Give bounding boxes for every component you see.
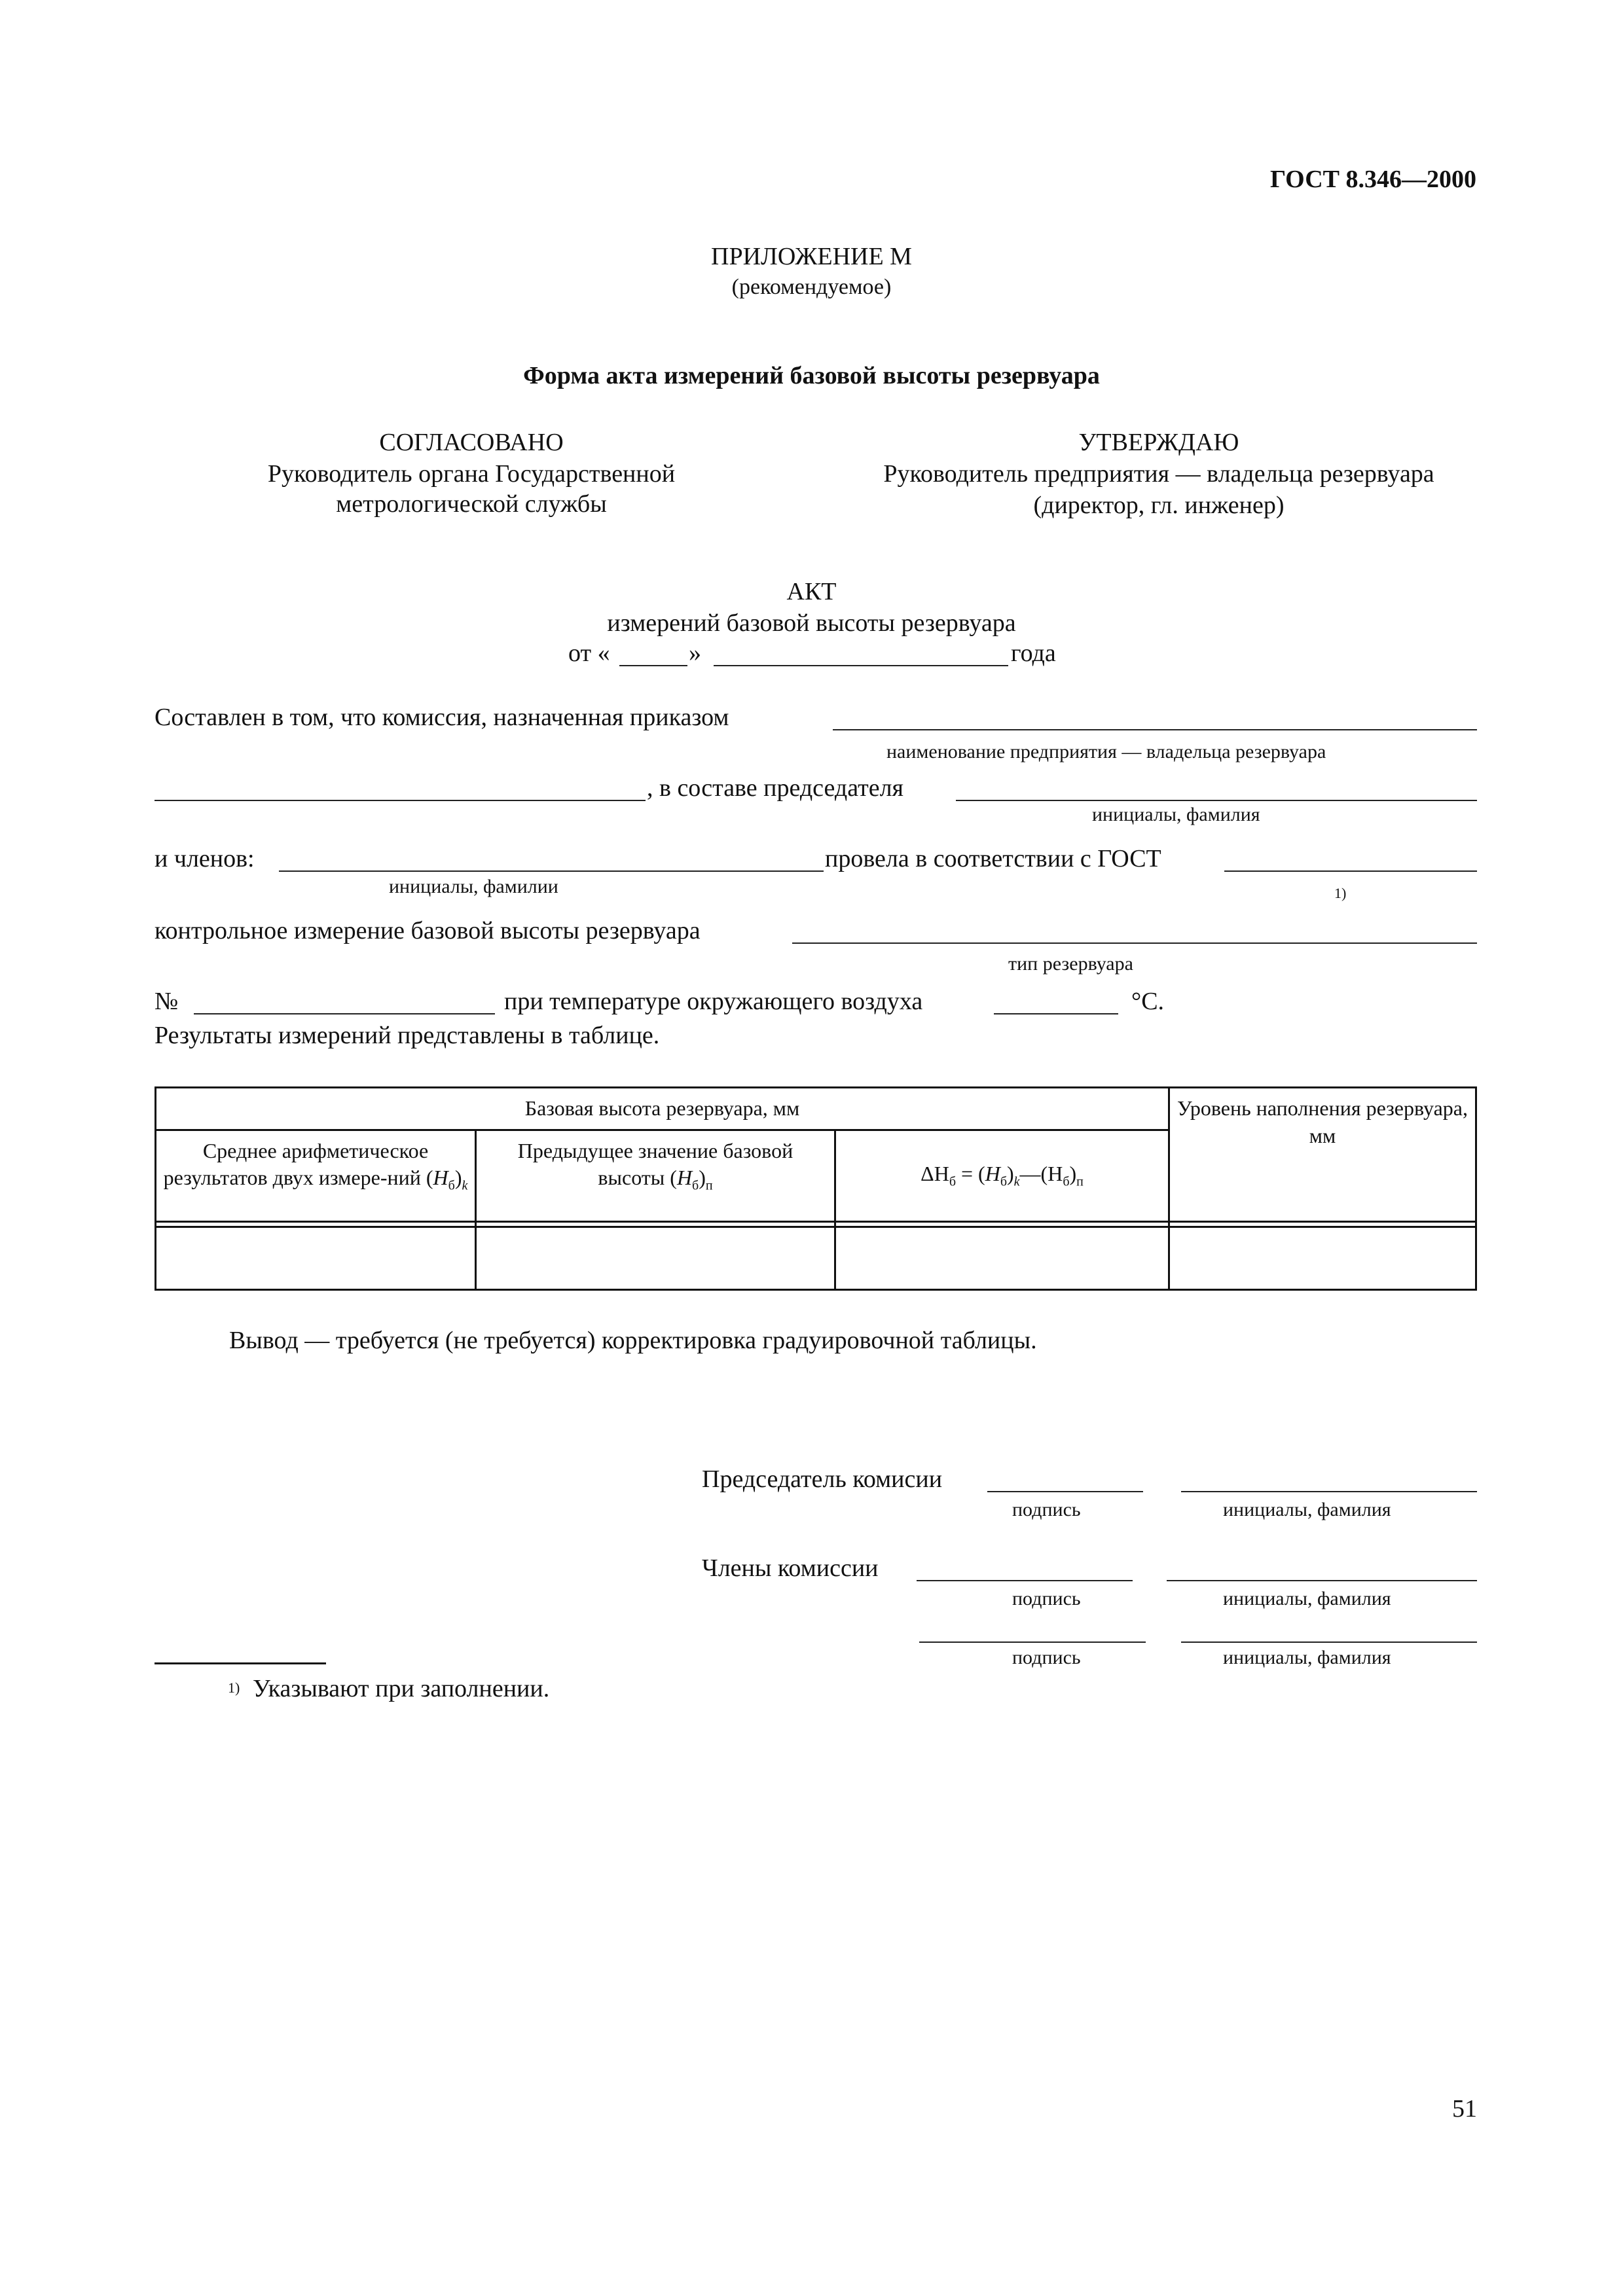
chair-name-line[interactable] <box>1181 1491 1477 1492</box>
approval-right-line1: Руководитель предприятия — владельца резервуара <box>883 460 1434 488</box>
table-col2-header: Предыдущее значение базовой высоты $(H_б)_п$ <box>476 1130 835 1221</box>
act-date-suffix: года <box>1011 639 1056 667</box>
approval-left-title: СОГЛАСОВАНО <box>379 429 564 456</box>
approval-left-line2: метрологической службы <box>336 490 607 518</box>
temperature-line[interactable] <box>994 1013 1118 1014</box>
table-col3-text: ΔH <box>921 1162 949 1186</box>
tank-type-line[interactable] <box>792 942 1477 944</box>
table-cell-level[interactable] <box>1169 1227 1476 1289</box>
hint-chairman: инициалы, фамилия <box>1092 804 1260 825</box>
table-level-header-text: Уровень наполнения резервуара, мм <box>1177 1096 1468 1147</box>
approval-right-line2: (директор, гл. инженер) <box>1033 492 1285 519</box>
table-col2-text: Предыдущее значение базовой высоты <box>517 1138 793 1190</box>
footnote-text: Указывают при заполнении. <box>253 1675 550 1702</box>
chair-name-hint: инициалы, фамилия <box>1223 1499 1391 1520</box>
table-separator-cell <box>476 1221 835 1227</box>
table-col3-header: $\Delta H_б$ = $(H_б)_k—(Н_б)_п$ <box>835 1130 1169 1221</box>
body-line5a: № <box>155 988 179 1015</box>
body-line5c: °С. <box>1131 988 1165 1015</box>
act-date-month-line[interactable] <box>714 665 1008 666</box>
act-date-day-line[interactable] <box>619 665 687 666</box>
table-col1-text: Среднее арифметическое результатов двух измере-ний <box>163 1138 429 1190</box>
body-line3b: провела в соответствии с ГОСТ <box>825 845 1161 872</box>
form-title: Форма акта измерений базовой высоты резервуара <box>523 362 1100 389</box>
member2-name-line[interactable] <box>1181 1641 1477 1643</box>
table-separator-cell <box>156 1221 476 1227</box>
results-table <box>155 1086 1477 1291</box>
act-date-mid: » <box>689 639 701 667</box>
hint-members: инициалы, фамилии <box>389 876 558 897</box>
table-level-header <box>1169 1088 1476 1222</box>
doc-code: ГОСТ 8.346—2000 <box>1269 166 1476 193</box>
appendix-subtitle: (рекомендуемое) <box>731 275 892 299</box>
act-title: АКТ <box>786 578 837 605</box>
member1-name-hint: инициалы, фамилия <box>1223 1588 1391 1609</box>
approval-left-line1: Руководитель органа Государственной <box>267 460 676 488</box>
chair-signature-line[interactable] <box>987 1491 1143 1492</box>
body-line6: Результаты измерений представлены в таблице. <box>155 1022 660 1049</box>
chairman-line[interactable] <box>956 800 1477 801</box>
member1-signature-line[interactable] <box>917 1580 1133 1581</box>
gost-line[interactable] <box>1224 870 1477 872</box>
chair-signature-hint: подпись <box>1012 1499 1081 1520</box>
table-separator-cell <box>835 1221 1169 1227</box>
table-separator-cell <box>1169 1221 1476 1227</box>
table-group-header: Базовая высота резервуара, мм <box>156 1088 1169 1130</box>
tank-number-line[interactable] <box>194 1013 495 1014</box>
member2-signature-line[interactable] <box>919 1641 1146 1643</box>
hint-footnote-mark: 1) <box>1334 885 1347 901</box>
body-line3a: и членов: <box>155 845 255 872</box>
footnote-mark: 1) <box>228 1679 240 1696</box>
member1-name-line[interactable] <box>1167 1580 1477 1581</box>
member1-signature-hint: подпись <box>1012 1588 1081 1609</box>
act-date-prefix: от « <box>568 639 610 667</box>
table-cell-previous[interactable] <box>476 1227 835 1289</box>
approval-right-title: УТВЕРЖДАЮ <box>1078 429 1239 456</box>
enterprise-line[interactable] <box>833 729 1477 730</box>
table-cell-avg[interactable] <box>156 1227 476 1289</box>
body-line5b: при температуре окружающего воздуха <box>504 988 923 1015</box>
table-col1-header: Среднее арифметическое результатов двух измере-ний $(H_б)_k$ <box>156 1130 476 1221</box>
enterprise-line-2[interactable] <box>155 800 646 801</box>
appendix-title: ПРИЛОЖЕНИЕ М <box>711 243 912 270</box>
member2-signature-hint: подпись <box>1012 1647 1081 1668</box>
chair-label: Председатель комисии <box>702 1465 943 1493</box>
page-number: 51 <box>1452 2095 1477 2123</box>
table-cell-delta[interactable] <box>835 1227 1169 1289</box>
act-subtitle: измерений базовой высоты резервуара <box>607 609 1016 637</box>
hint-enterprise: наименование предприятия — владельца резервуара <box>886 741 1326 762</box>
members-label: Члены комиссии <box>702 1554 879 1582</box>
body-line2: , в составе председателя <box>647 774 904 802</box>
member2-name-hint: инициалы, фамилия <box>1223 1647 1391 1668</box>
body-line1: Составлен в том, что комиссия, назначенная приказом <box>155 704 729 731</box>
members-line[interactable] <box>279 870 824 872</box>
conclusion: Вывод — требуется (не требуется) корректировка градуировочной таблицы. <box>229 1327 1037 1354</box>
hint-tank-type: тип резервуара <box>1008 953 1133 975</box>
body-line4: контрольное измерение базовой высоты резервуара <box>155 917 701 944</box>
footnote-rule <box>155 1662 326 1664</box>
